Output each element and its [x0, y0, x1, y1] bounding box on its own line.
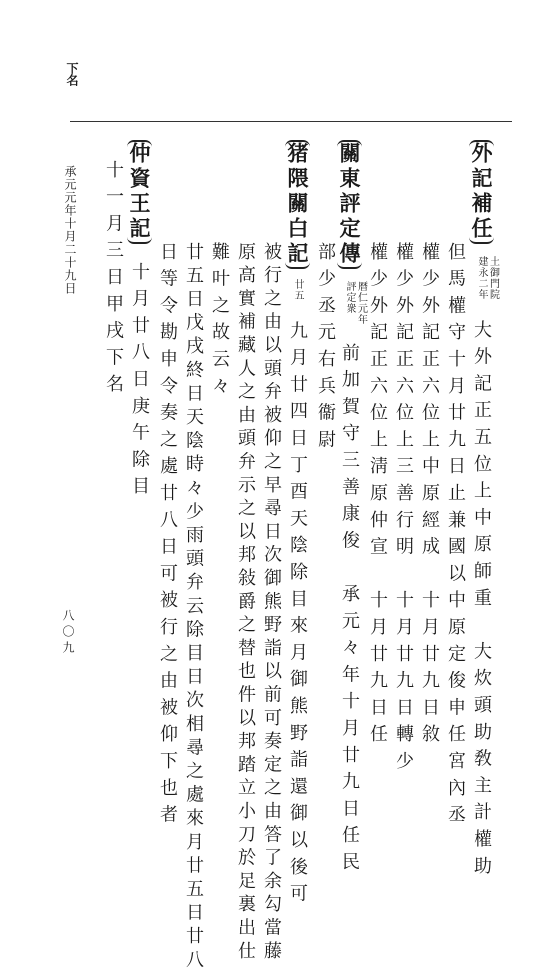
text-line: 權少外記正六位上三善行明 十月廿九日轉少 [393, 242, 414, 778]
running-head: 下名 [65, 62, 79, 86]
heading-note-b: 評定衆 [344, 281, 355, 314]
heading-note [476, 256, 499, 300]
text-line: 被行之由以頭弁被仰之早尋日次御熊野詣以前可奏定之由答了余勾當藤 [261, 242, 282, 965]
section-inokuma-heading-line [285, 140, 310, 911]
text-line: 權少外記正六位上中原經成 十月廿九日敘 [419, 242, 440, 752]
text-line: 十月廿八日庚午除目 [129, 262, 150, 504]
text-line: 廿五日戊戌終日天陰時々少雨頭弁云除目日次相尋之處來月廿五日廿八 [183, 242, 204, 974]
section-heading: 仲資王記 [127, 142, 152, 242]
section-heading: 關東評定傳 [337, 142, 362, 267]
text-line: 部少丞元右兵衞尉 [315, 242, 336, 457]
heading-note-a: 暦仁元年 [355, 281, 367, 325]
section-heading: 外記補任 [469, 142, 494, 242]
text-line: 大外記正五位上中原師重 大炊頭助敎主計權助 [471, 320, 492, 883]
section-heading: 猪隈關白記 [285, 142, 310, 267]
section-nakasuke-heading-line [127, 140, 152, 504]
text-line: 前加賀守三善康俊 承元々年十月廿九日任民 [339, 343, 360, 879]
text-line: 十一月三日甲戌下名 [103, 160, 124, 402]
section-gekibunin-heading-line [469, 140, 499, 883]
text-line: 原高實補藏人之由頭弁示之以邦敍爵之替也件以邦踏立小刀於足裏出仕 [235, 242, 256, 965]
section-kanto-heading-line [337, 140, 367, 879]
heading-note [344, 281, 367, 325]
text-line: 難叶之故云々 [209, 242, 230, 403]
text-line: 權少外記正六位上淸原仲宣 十月廿九日任 [367, 242, 388, 752]
heading-note: 廿五 [292, 279, 303, 301]
heading-note-a: 土御門院 [487, 256, 499, 300]
heading-note-b: 建永二年 [476, 256, 487, 300]
date-marginal-note: 承元元年十月二十九日 [63, 165, 77, 295]
page-number: 八〇九 [61, 609, 75, 657]
text-line: 但馬權守十月廿九日止兼國以中原定俊申任宮內丞 [445, 242, 466, 832]
text-line: 九月廿四日丁酉天陰除目來月御熊野詣還御以後可 [287, 321, 308, 911]
text-line: 日等令勘申令奏之處廿八日可被行之由被仰下也者 [157, 242, 178, 832]
header-rule [70, 121, 512, 122]
